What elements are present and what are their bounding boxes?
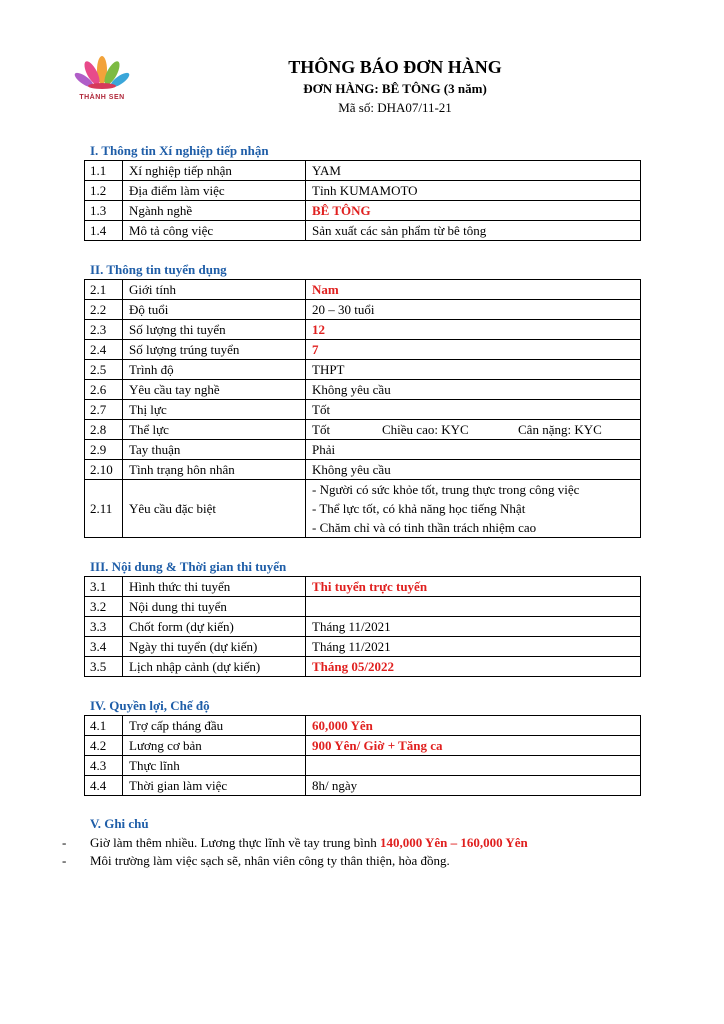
- table-row: [85, 360, 641, 380]
- row-label: Tay thuận: [123, 440, 306, 460]
- row-value: Thi tuyển trực tuyến: [306, 577, 641, 597]
- table-row: [85, 201, 641, 221]
- row-number: 3.2: [85, 597, 123, 617]
- row-value: [306, 756, 641, 776]
- row-number: 1.4: [85, 221, 123, 241]
- row-number: 3.1: [85, 577, 123, 597]
- row-label: Thể lực: [123, 420, 306, 440]
- row-value: 60,000 Yên: [306, 716, 641, 736]
- row-number: 2.2: [85, 300, 123, 320]
- row-value: Tốt: [306, 400, 641, 420]
- row-value: [306, 480, 641, 538]
- table-row: [85, 161, 641, 181]
- note-text: Giờ làm thêm nhiều. Lương thực lĩnh về tay trung bình: [90, 835, 380, 850]
- table-row: [85, 221, 641, 241]
- section-1-title: I. Thông tin Xí nghiệp tiếp nhận: [90, 143, 269, 158]
- row-label: Thực lĩnh: [123, 756, 306, 776]
- table-row: [85, 280, 641, 300]
- row-label: Lịch nhập cảnh (dự kiến): [123, 657, 306, 677]
- row-number: 3.4: [85, 637, 123, 657]
- row-value: 20 – 30 tuổi: [306, 300, 641, 320]
- table-row: [85, 420, 641, 440]
- table-row: [85, 597, 641, 617]
- row-label: Trợ cấp tháng đầu: [123, 716, 306, 736]
- table-row: [85, 776, 641, 796]
- row-number: 2.8: [85, 420, 123, 440]
- row-number: 2.4: [85, 340, 123, 360]
- table-row: [85, 440, 641, 460]
- row-label: Chốt form (dự kiến): [123, 617, 306, 637]
- special-requirement-line: - Chăm chỉ và có tinh thần trách nhiệm cao: [312, 520, 537, 535]
- row-label: Tình trạng hôn nhân: [123, 460, 306, 480]
- section-2-table: [84, 279, 641, 538]
- note-highlight: 140,000 Yên – 160,000 Yên: [379, 835, 528, 850]
- row-label: Thị lực: [123, 400, 306, 420]
- section-1-table: [84, 160, 641, 241]
- company-logo: [70, 50, 150, 108]
- row-label: Giới tính: [123, 280, 306, 300]
- special-requirement-line: - Người có sức khỏe tốt, trung thực trong công việc: [312, 482, 580, 497]
- row-label: Mô tả công việc: [123, 221, 306, 241]
- row-number: 2.6: [85, 380, 123, 400]
- row-label: Yêu cầu đặc biệt: [123, 480, 306, 538]
- lotus-icon: [70, 50, 134, 96]
- row-label: Số lượng trúng tuyển: [123, 340, 306, 360]
- height-requirement: Chiều cao: KYC: [382, 422, 469, 437]
- row-number: 2.11: [85, 480, 123, 538]
- row-number: 2.10: [85, 460, 123, 480]
- notes-list: [62, 834, 528, 870]
- table-row: [85, 756, 641, 776]
- row-value: THPT: [306, 360, 641, 380]
- table-row: [85, 400, 641, 420]
- row-number: 2.7: [85, 400, 123, 420]
- list-item: - Giờ làm thêm nhiều. Lương thực lĩnh về tay trung bình 140,000 Yên – 160,000 Yên: [62, 835, 528, 850]
- row-value: Sản xuất các sản phẩm từ bê tông: [306, 221, 641, 241]
- row-label: Độ tuổi: [123, 300, 306, 320]
- table-row: [85, 320, 641, 340]
- row-number: 4.3: [85, 756, 123, 776]
- row-number: 1.1: [85, 161, 123, 181]
- list-item: - Môi trường làm việc sạch sẽ, nhân viên công ty thân thiện, hòa đồng.: [62, 853, 450, 868]
- row-value: [306, 597, 641, 617]
- table-row: [85, 716, 641, 736]
- row-label: Lương cơ bản: [123, 736, 306, 756]
- section-5-title: V. Ghi chú: [90, 816, 149, 831]
- row-value: 8h/ ngày: [306, 776, 641, 796]
- table-row: [85, 617, 641, 637]
- row-label: Xí nghiệp tiếp nhận: [123, 161, 306, 181]
- section-4-table: [84, 715, 641, 796]
- row-value: 900 Yên/ Giờ + Tăng ca: [306, 736, 641, 756]
- row-number: 1.3: [85, 201, 123, 221]
- table-row: [85, 181, 641, 201]
- row-number: 3.5: [85, 657, 123, 677]
- row-number: 4.1: [85, 716, 123, 736]
- row-number: 2.9: [85, 440, 123, 460]
- row-label: Trình độ: [123, 360, 306, 380]
- table-row: [85, 340, 641, 360]
- row-number: 4.2: [85, 736, 123, 756]
- table-row: [85, 577, 641, 597]
- row-value: 12: [306, 320, 641, 340]
- row-number: 2.1: [85, 280, 123, 300]
- row-number: 2.3: [85, 320, 123, 340]
- row-value: Tỉnh KUMAMOTO: [306, 181, 641, 201]
- row-value: Tháng 11/2021: [306, 637, 641, 657]
- row-label: Số lượng thi tuyển: [123, 320, 306, 340]
- row-number: 4.4: [85, 776, 123, 796]
- row-label: Ngày thi tuyển (dự kiến): [123, 637, 306, 657]
- row-label: Thời gian làm việc: [123, 776, 306, 796]
- row-label: Yêu cầu tay nghề: [123, 380, 306, 400]
- section-3-table: [84, 576, 641, 677]
- document-subtitle: ĐƠN HÀNG: BÊ TÔNG (3 năm): [303, 81, 487, 96]
- row-value: Không yêu cầu: [306, 460, 641, 480]
- row-label: Địa điểm làm việc: [123, 181, 306, 201]
- row-label: Hình thức thi tuyển: [123, 577, 306, 597]
- row-value: 7: [306, 340, 641, 360]
- row-value: [306, 420, 641, 440]
- note-text: Môi trường làm việc sạch sẽ, nhân viên công ty thân thiện, hòa đồng.: [90, 853, 450, 868]
- table-row: [85, 480, 641, 538]
- table-row: [85, 637, 641, 657]
- document-header: [150, 56, 640, 116]
- table-row: [85, 300, 641, 320]
- row-value: Phải: [306, 440, 641, 460]
- physical-value: Tốt: [312, 422, 331, 437]
- section-3-title: III. Nội dung & Thời gian thi tuyển: [90, 559, 287, 574]
- section-4-title: IV. Quyền lợi, Chế độ: [90, 698, 210, 713]
- row-value: BÊ TÔNG: [306, 201, 641, 221]
- row-label: Ngành nghề: [123, 201, 306, 221]
- row-value: Tháng 11/2021: [306, 617, 641, 637]
- weight-requirement: Cân nặng: KYC: [518, 422, 602, 437]
- logo-brand-name: THÀNH SEN: [79, 94, 125, 101]
- table-row: [85, 380, 641, 400]
- special-requirement-line: - Thể lực tốt, có khả năng học tiếng Nhật: [312, 501, 526, 516]
- row-number: 1.2: [85, 181, 123, 201]
- row-value: Tháng 05/2022: [306, 657, 641, 677]
- row-value: YAM: [306, 161, 641, 181]
- row-number: 3.3: [85, 617, 123, 637]
- table-row: [85, 657, 641, 677]
- document-code: Mã số: DHA07/11-21: [338, 100, 452, 115]
- row-number: 2.5: [85, 360, 123, 380]
- table-row: [85, 736, 641, 756]
- document-title: THÔNG BÁO ĐƠN HÀNG: [288, 57, 502, 77]
- table-row: [85, 460, 641, 480]
- section-2-title: II. Thông tin tuyển dụng: [90, 262, 227, 277]
- row-value: Nam: [306, 280, 641, 300]
- row-value: Không yêu cầu: [306, 380, 641, 400]
- row-label: Nội dung thi tuyển: [123, 597, 306, 617]
